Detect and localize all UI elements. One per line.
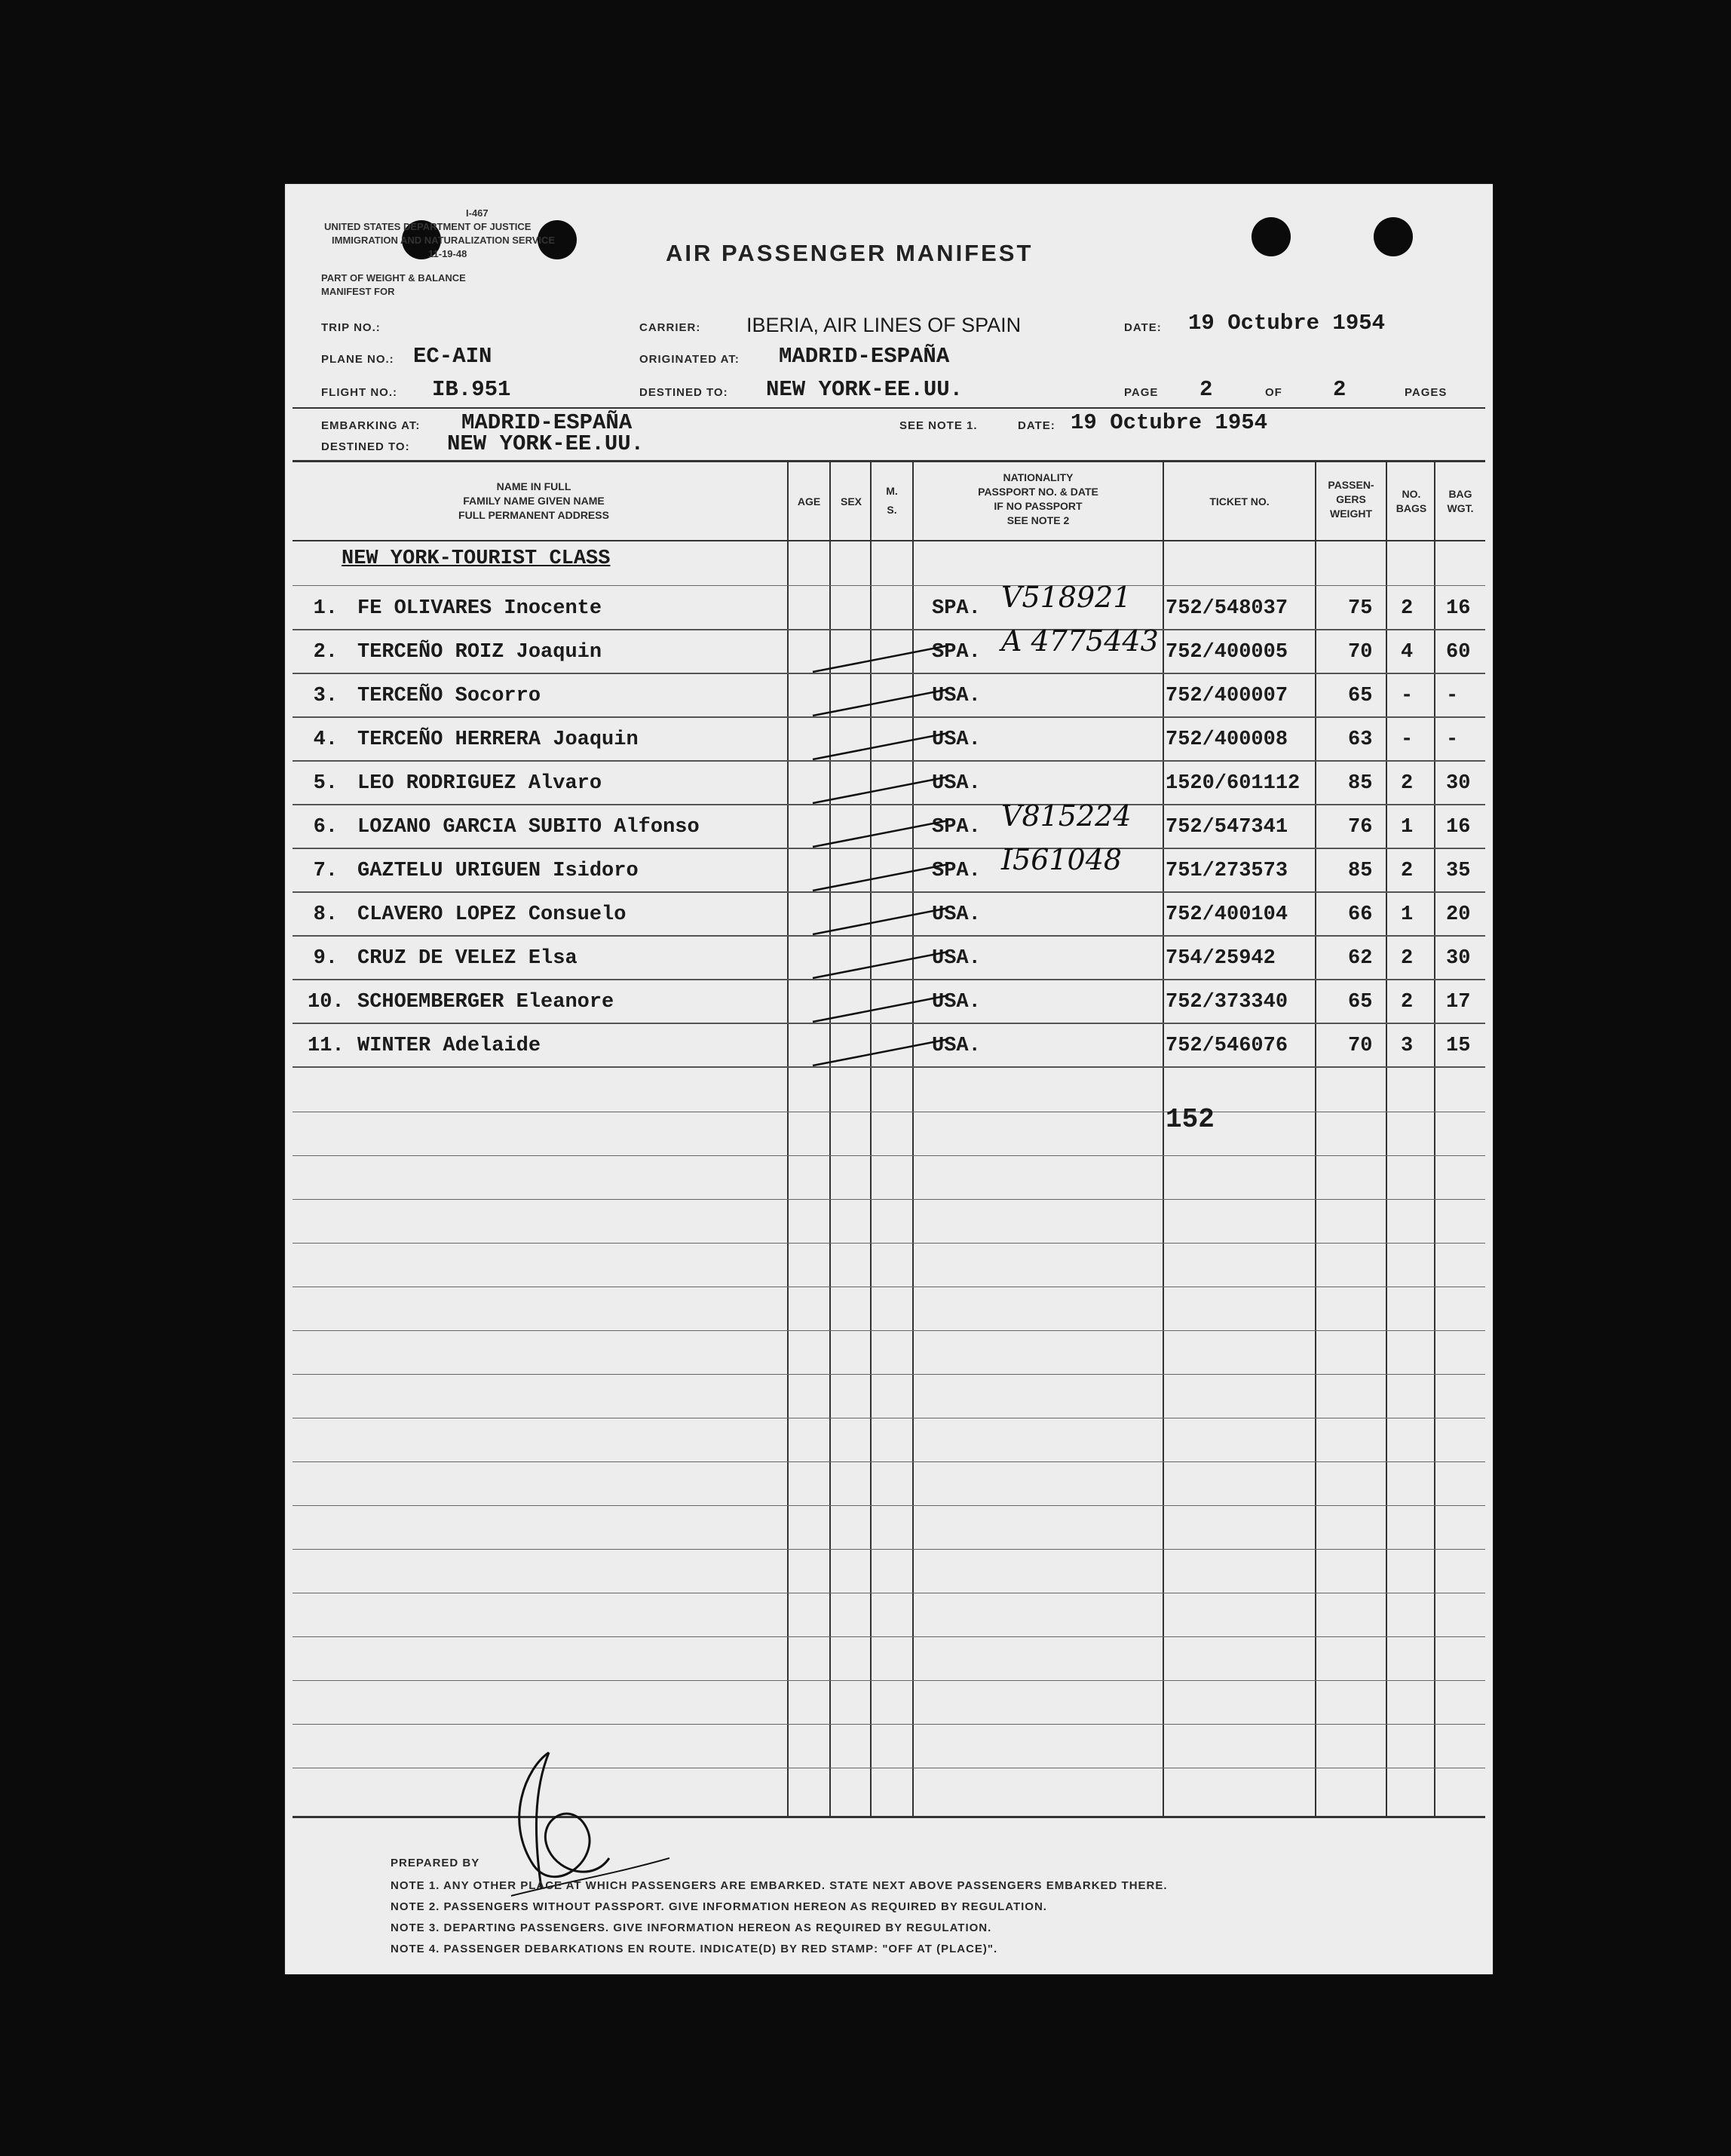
- passenger-ticket: 752/400005: [1166, 641, 1288, 664]
- col-header-nat-line: PASSPORT NO. & DATE: [978, 486, 1098, 498]
- passenger-weight: 66: [1348, 903, 1373, 926]
- pages-label: PAGES: [1405, 386, 1448, 399]
- col-header-bags: [1387, 487, 1435, 516]
- passenger-bags: 2: [1401, 772, 1414, 795]
- passenger-weight: 65: [1348, 685, 1373, 707]
- col-header-nationality: [914, 471, 1163, 528]
- passenger-number: 6.: [313, 816, 338, 839]
- passenger-number: 10.: [308, 991, 345, 1014]
- ruled-line: [293, 1330, 1485, 1331]
- table-top-border: [293, 460, 1485, 462]
- passenger-ticket: 751/273573: [1166, 860, 1288, 882]
- col-header-ms: [872, 484, 912, 517]
- passenger-bag-weight: 20: [1446, 903, 1471, 926]
- passenger-bag-weight: 60: [1446, 641, 1471, 664]
- destined2-label: DESTINED TO:: [321, 440, 410, 453]
- passenger-bag-weight: 16: [1446, 597, 1471, 620]
- ruled-line: [293, 1374, 1485, 1375]
- date2-value: 19 Octubre 1954: [1071, 410, 1268, 435]
- col-header-age: AGE: [797, 495, 821, 508]
- flight-number: IB.951: [432, 377, 511, 402]
- col-header-ms-line: S.: [887, 504, 897, 516]
- note-4: NOTE 4. PASSENGER DEBARKATIONS EN ROUTE. INDICATE(D) BY RED STAMP: "OFF AT (PLACE)".: [391, 1943, 998, 1955]
- table-row: [293, 980, 1485, 1024]
- passenger-number: 5.: [313, 772, 338, 795]
- destined2-value: NEW YORK-EE.UU.: [447, 431, 645, 456]
- passenger-bags: -: [1401, 728, 1414, 751]
- passenger-bags: 4: [1401, 641, 1414, 664]
- passenger-name: GAZTELU URIGUEN Isidoro: [357, 860, 639, 882]
- page-title: AIR PASSENGER MANIFEST: [666, 240, 1034, 266]
- of-label: OF: [1265, 386, 1282, 399]
- punch-hole: [1252, 217, 1291, 256]
- passenger-weight: 85: [1348, 772, 1373, 795]
- see-note-label: SEE NOTE 1.: [899, 419, 978, 432]
- note-1: NOTE 1. ANY OTHER PLACE AT WHICH PASSENGERS ARE EMBARKED. STATE NEXT ABOVE PASSENGERS EMBARKED THERE.: [391, 1879, 1168, 1892]
- table-row: [293, 1024, 1485, 1068]
- passenger-number: 3.: [313, 685, 338, 707]
- plane-label: PLANE NO.:: [321, 353, 394, 366]
- passenger-bag-weight: 30: [1446, 772, 1471, 795]
- ruled-line: [293, 1461, 1485, 1462]
- col-header-bags-line: NO.: [1402, 488, 1421, 500]
- passenger-nationality: SPA.: [932, 860, 981, 882]
- page-number: 2: [1199, 377, 1213, 402]
- passenger-weight: 75: [1348, 597, 1373, 620]
- passenger-weight: 70: [1348, 641, 1373, 664]
- passenger-name: SCHOEMBERGER Eleanore: [357, 991, 614, 1014]
- passenger-nationality: USA.: [932, 1035, 981, 1057]
- passenger-bags: 1: [1401, 903, 1414, 926]
- passenger-ticket: 752/373340: [1166, 991, 1288, 1014]
- table-row: [293, 843, 1485, 893]
- passenger-ticket: 752/400008: [1166, 728, 1288, 751]
- passenger-name: TERCEÑO HERRERA Joaquin: [357, 728, 639, 751]
- table-row: [293, 624, 1485, 674]
- carrier-label: CARRIER:: [639, 321, 701, 334]
- passenger-nationality: USA.: [932, 728, 981, 751]
- ruled-line: [293, 1066, 1485, 1068]
- passenger-bag-weight: 30: [1446, 947, 1471, 970]
- col-header-weight: [1316, 478, 1386, 521]
- pen-slash-mark: [805, 762, 956, 807]
- passenger-weight: 62: [1348, 947, 1373, 970]
- ruled-line: [293, 1199, 1485, 1200]
- prepared-by-label: PREPARED BY: [391, 1857, 480, 1869]
- ruled-line: [293, 585, 1485, 586]
- passenger-name: FE OLIVARES Inocente: [357, 597, 602, 620]
- passenger-bags: 2: [1401, 991, 1414, 1014]
- agency-line-1: UNITED STATES DEPARTMENT OF JUSTICE: [324, 221, 532, 232]
- table-row: [293, 718, 1485, 762]
- col-header-weight-line: WEIGHT: [1330, 508, 1372, 520]
- table-row: [293, 893, 1485, 937]
- passenger-nationality: SPA.: [932, 641, 981, 664]
- passenger-nationality: SPA.: [932, 597, 981, 620]
- total-weight: 152: [1166, 1104, 1215, 1135]
- ruled-line: [293, 1724, 1485, 1725]
- column-header-divider: [293, 540, 1485, 541]
- passenger-ticket: 752/548037: [1166, 597, 1288, 620]
- passenger-bags: 2: [1401, 947, 1414, 970]
- passenger-number: 4.: [313, 728, 338, 751]
- col-header-name-line: FAMILY NAME GIVEN NAME: [463, 495, 605, 507]
- ruled-line: [293, 1680, 1485, 1681]
- ruled-line: [293, 1155, 1485, 1156]
- pen-slash-mark: [805, 893, 956, 938]
- passenger-name: WINTER Adelaide: [357, 1035, 541, 1057]
- passenger-number: 11.: [308, 1035, 345, 1057]
- date-value: 19 Octubre 1954: [1188, 311, 1386, 336]
- ruled-line: [293, 1636, 1485, 1637]
- originated-label: ORIGINATED AT:: [639, 353, 740, 366]
- col-header-name-line: FULL PERMANENT ADDRESS: [458, 509, 609, 521]
- passenger-bags: 1: [1401, 816, 1414, 839]
- trip-label: TRIP NO.:: [321, 321, 381, 334]
- passenger-bag-weight: -: [1446, 728, 1459, 751]
- note-3: NOTE 3. DEPARTING PASSENGERS. GIVE INFORMATION HEREON AS REQUIRED BY REGULATION.: [391, 1921, 992, 1934]
- passenger-weight: 65: [1348, 991, 1373, 1014]
- page-total: 2: [1333, 377, 1347, 402]
- passenger-bag-weight: -: [1446, 685, 1459, 707]
- table-row: [293, 581, 1485, 630]
- col-header-ticket: TICKET NO.: [1209, 495, 1270, 508]
- pen-slash-mark: [805, 980, 956, 1026]
- carrier-value: IBERIA, AIR LINES OF SPAIN: [746, 314, 1022, 336]
- passenger-bags: 2: [1401, 597, 1414, 620]
- col-header-nat-line: SEE NOTE 2: [1006, 514, 1070, 526]
- passenger-bags: -: [1401, 685, 1414, 707]
- punch-hole: [1374, 217, 1413, 256]
- passenger-name: CLAVERO LOPEZ Consuelo: [357, 903, 627, 926]
- passenger-nationality: USA.: [932, 903, 981, 926]
- passenger-name: TERCEÑO ROIZ Joaquin: [357, 641, 602, 664]
- col-header-bagwgt-line: WGT.: [1447, 502, 1474, 514]
- flight-label: FLIGHT NO.:: [321, 386, 397, 399]
- passenger-weight: 76: [1348, 816, 1373, 839]
- passenger-name: LOZANO GARCIA SUBITO Alfonso: [357, 816, 700, 839]
- pen-slash-mark: [805, 805, 956, 851]
- passenger-nationality: USA.: [932, 772, 981, 795]
- col-header-nat-line: IF NO PASSPORT: [994, 500, 1083, 512]
- passenger-ticket: 752/400104: [1166, 903, 1288, 926]
- part-of-line-1: PART OF WEIGHT & BALANCE: [321, 272, 466, 284]
- passenger-bag-weight: 16: [1446, 816, 1471, 839]
- originated-value: MADRID-ESPAÑA: [779, 344, 950, 369]
- ruled-line: [293, 1549, 1485, 1550]
- passenger-name: CRUZ DE VELEZ Elsa: [357, 947, 578, 970]
- destined-label: DESTINED TO:: [639, 386, 728, 399]
- header-divider: [293, 407, 1485, 409]
- passenger-number: 8.: [313, 903, 338, 926]
- col-header-weight-line: PASSEN-: [1328, 479, 1374, 491]
- ruled-line: [293, 1243, 1485, 1244]
- agency-line-2: IMMIGRATION AND NATURALIZATION SERVICE: [332, 235, 556, 246]
- col-header-bag-weight: [1435, 487, 1485, 516]
- col-header-sex: SEX: [840, 495, 862, 508]
- passenger-nationality: USA.: [932, 991, 981, 1014]
- table-row: [293, 762, 1485, 805]
- date-label: DATE:: [1124, 321, 1162, 334]
- pen-slash-mark: [805, 718, 956, 763]
- passenger-ticket: 752/547341: [1166, 816, 1288, 839]
- passenger-bags: 2: [1401, 860, 1414, 882]
- manifest-page: [285, 184, 1493, 1974]
- passenger-number: 2.: [313, 641, 338, 664]
- form-number: I-467: [466, 207, 489, 219]
- embarking-label: EMBARKING AT:: [321, 419, 421, 432]
- date2-label: DATE:: [1018, 419, 1055, 432]
- passenger-name: TERCEÑO Socorro: [357, 685, 541, 707]
- note-2: NOTE 2. PASSENGERS WITHOUT PASSPORT. GIVE INFORMATION HEREON AS REQUIRED BY REGULATION.: [391, 1900, 1047, 1913]
- pen-slash-mark: [805, 630, 956, 676]
- col-header-name-line: NAME IN FULL: [496, 480, 571, 492]
- handwritten-passport-number: V518921: [1001, 581, 1132, 614]
- passenger-number: 7.: [313, 860, 338, 882]
- passenger-name: LEO RODRIGUEZ Alvaro: [357, 772, 602, 795]
- passenger-weight: 85: [1348, 860, 1373, 882]
- handwritten-passport-number: I561048: [1001, 843, 1123, 876]
- ruled-line: [293, 1505, 1485, 1506]
- passenger-weight: 63: [1348, 728, 1373, 751]
- passenger-bag-weight: 35: [1446, 860, 1471, 882]
- passenger-number: 1.: [313, 597, 338, 620]
- passenger-ticket: 752/546076: [1166, 1035, 1288, 1057]
- passenger-ticket: 754/25942: [1166, 947, 1276, 970]
- passenger-ticket: 752/400007: [1166, 685, 1288, 707]
- col-header-nat-line: NATIONALITY: [1003, 471, 1074, 483]
- pen-slash-mark: [805, 937, 956, 982]
- pen-slash-mark: [805, 849, 956, 894]
- passenger-bag-weight: 15: [1446, 1035, 1471, 1057]
- form-date: 11-19-48: [428, 248, 467, 259]
- passenger-bags: 3: [1401, 1035, 1414, 1057]
- section-heading: NEW YORK-TOURIST CLASS: [342, 547, 611, 570]
- col-header-bagwgt-line: BAG: [1448, 488, 1472, 500]
- col-header-bags-line: BAGS: [1396, 502, 1427, 514]
- embarking-value: MADRID-ESPAÑA: [461, 410, 633, 435]
- passenger-bag-weight: 17: [1446, 991, 1471, 1014]
- pen-slash-mark: [805, 674, 956, 719]
- part-of-line-2: MANIFEST FOR: [321, 286, 395, 297]
- passenger-nationality: SPA.: [932, 816, 981, 839]
- handwritten-passport-number: V815224: [1001, 799, 1132, 833]
- col-header-name: [375, 480, 692, 523]
- table-row: [293, 674, 1485, 718]
- passenger-nationality: USA.: [932, 947, 981, 970]
- col-header-ms-line: M.: [886, 485, 898, 497]
- plane-number: EC-AIN: [413, 344, 492, 369]
- passenger-ticket: 1520/601112: [1166, 772, 1301, 795]
- passenger-number: 9.: [313, 947, 338, 970]
- page-label: PAGE: [1124, 386, 1159, 399]
- passenger-nationality: USA.: [932, 685, 981, 707]
- handwritten-passport-number: A 4775443: [1001, 624, 1159, 658]
- table-row: [293, 799, 1485, 849]
- col-header-weight-line: GERS: [1336, 493, 1366, 505]
- passenger-weight: 70: [1348, 1035, 1373, 1057]
- destined-value: NEW YORK-EE.UU.: [766, 377, 964, 402]
- table-row: [293, 937, 1485, 980]
- pen-slash-mark: [805, 1024, 956, 1069]
